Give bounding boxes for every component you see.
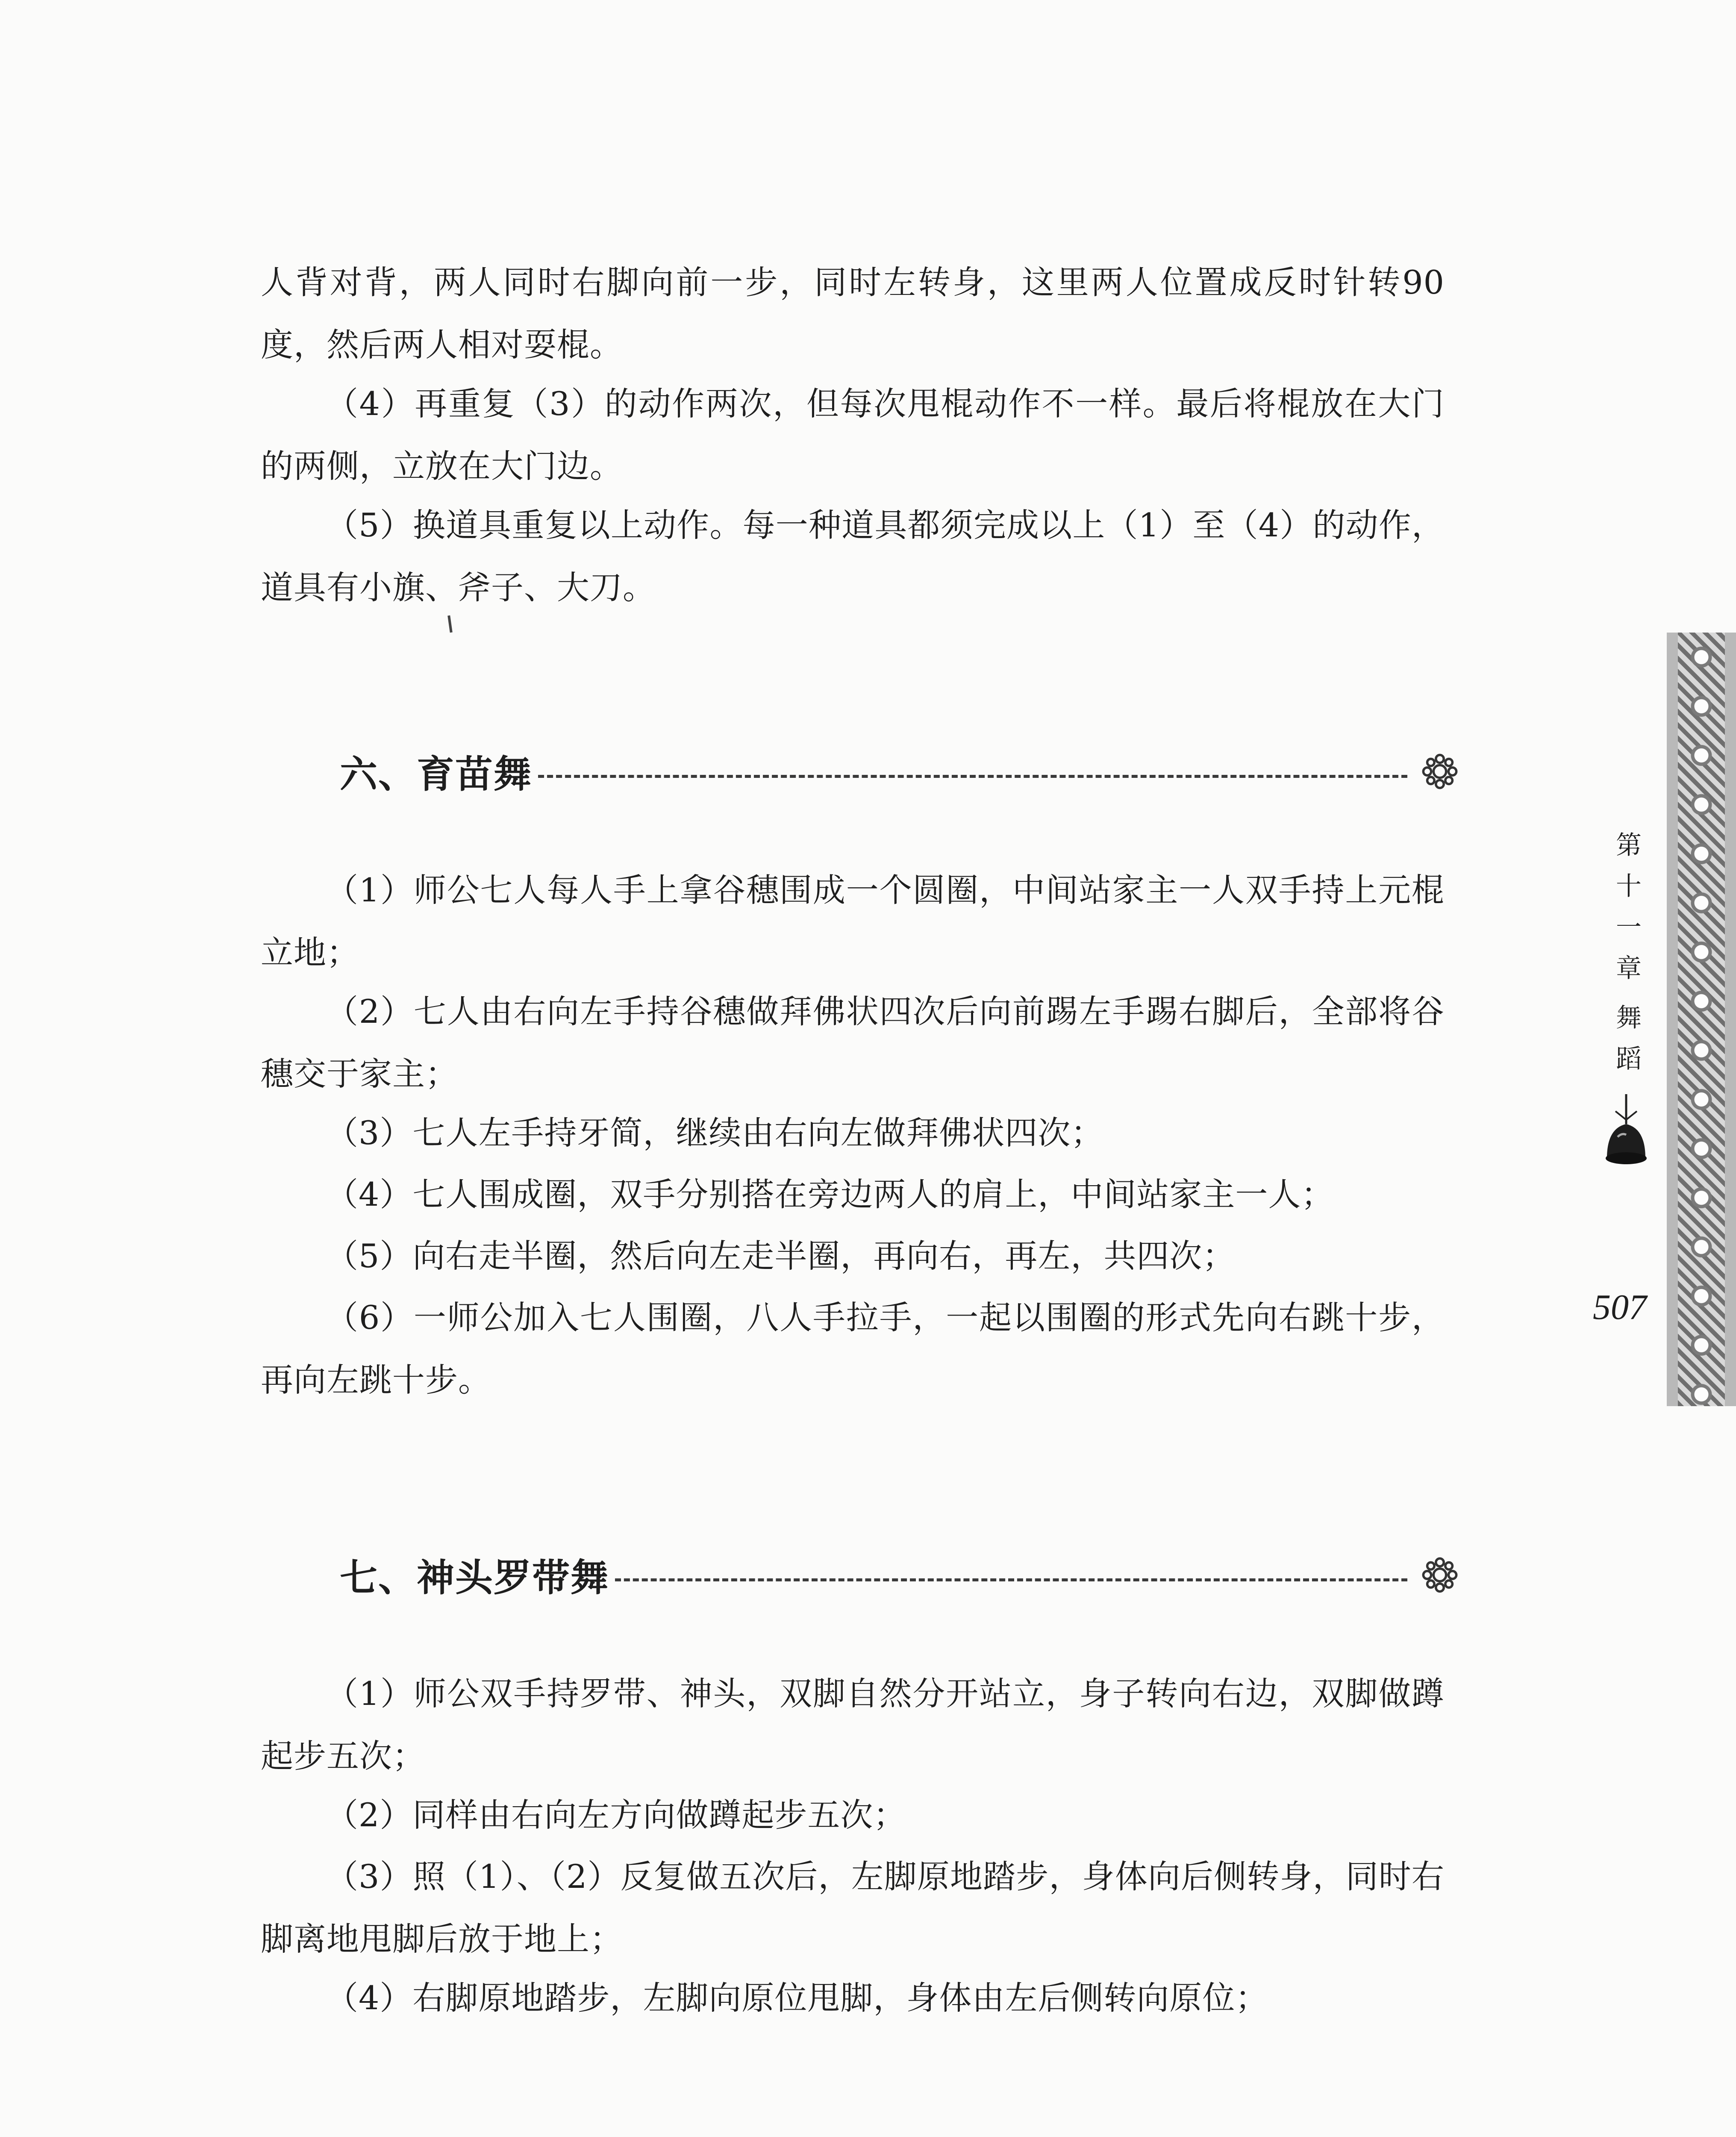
- dashed-rule: [615, 1578, 1407, 1581]
- section-title-six: 六、育苗舞: [340, 752, 533, 796]
- chapter-char: 第: [1616, 830, 1642, 860]
- paragraph-step-4: （4）再重复（3）的动作两次，但每次甩棍动作不一样。最后将棍放在大门的两侧，立放在大门边。: [261, 385, 1445, 485]
- rosette-icon: [1420, 752, 1459, 791]
- paragraph-continuation: 人背对背，两人同时右脚向前一步，同时左转身，这里两人位置成反时针转90度，然后两人相对耍棍。: [261, 263, 1445, 364]
- border-pattern: [1678, 633, 1725, 1406]
- dashed-rule: [538, 775, 1407, 778]
- paragraph-seven-4: （4）右脚原地踏步，左脚向原位甩脚，身体由左后侧转向原位；: [326, 1979, 1268, 2017]
- paragraph-six-2: （2）七人由右向左手持谷穗做拜佛状四次后向前踢左手踢右脚后，全部将谷穗交于家主；: [261, 992, 1445, 1093]
- paragraph-six-3: （3）七人左手持牙简，继续由右向左做拜佛状四次；: [326, 1114, 1104, 1152]
- bell-icon: [1598, 1094, 1654, 1180]
- paragraph-seven-3: （3）照（1）、（2）反复做五次后，左脚原地踏步，身体向后侧转身，同时右脚离地甩脚后放于地上；: [261, 1857, 1445, 1958]
- chapter-char: 十: [1616, 871, 1642, 901]
- rosette-icon: [1420, 1555, 1459, 1595]
- paragraph-six-1: （1）师公七人每人手上拿谷穗围成一个圆圈，中间站家主一人双手持上元棍立地；: [261, 871, 1445, 971]
- section-title-seven: 七、神头罗带舞: [340, 1556, 609, 1600]
- paragraph-six-6: （6）一师公加入七人围圈，八人手拉手，一起以围圈的形式先向右跳十步，再向左跳十步。: [261, 1298, 1445, 1399]
- section-heading-seven: [340, 1551, 1459, 1598]
- chapter-char: 一: [1616, 912, 1642, 942]
- paragraph-six-4: （4）七人围成圈，双手分别搭在旁边两人的肩上，中间站家主一人；: [326, 1175, 1334, 1213]
- decorative-side-border: [1667, 633, 1736, 1406]
- chapter-char: 舞: [1616, 1003, 1642, 1033]
- page-number: 507: [1593, 1287, 1647, 1327]
- chapter-char: 蹈: [1616, 1044, 1642, 1074]
- chapter-label: [1605, 825, 1652, 1080]
- section-heading-six: [340, 748, 1459, 795]
- chapter-char: 章: [1616, 954, 1642, 983]
- paragraph-six-5: （5）向右走半圈，然后向左走半圈，再向右，再左，共四次；: [326, 1237, 1236, 1275]
- paragraph-seven-2: （2）同样由右向左方向做蹲起步五次；: [326, 1796, 906, 1834]
- paragraph-step-5: （5）换道具重复以上动作。每一种道具都须完成以上（1）至（4）的动作，道具有小旗、斧子、大刀。: [261, 506, 1445, 606]
- paragraph-seven-1: （1）师公双手持罗带、神头，双脚自然分开站立，身子转向右边，双脚做蹲起步五次；: [261, 1675, 1445, 1775]
